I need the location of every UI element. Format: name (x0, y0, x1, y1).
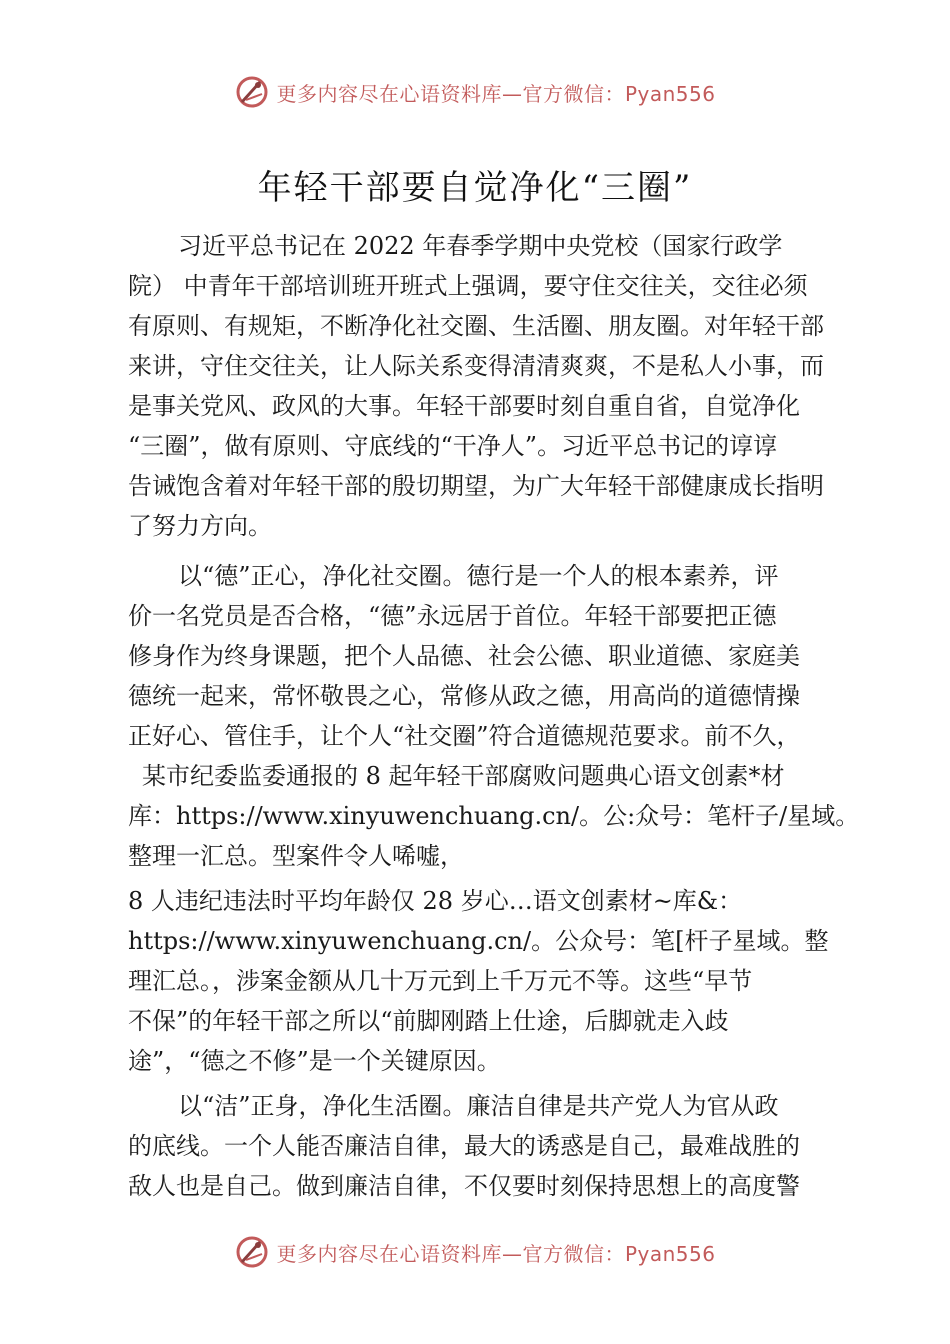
text-line: 告诫饱含着对年轻干部的殷切期望，为广大年轻干部健康成长指明 (128, 472, 824, 500)
text-line: 以“德”正心，净化社交圈。德行是一个人的根本素养，评 (178, 562, 779, 590)
footer-banner-text: 更多内容尽在心语资料库—官方微信：Pyan556 (276, 1241, 716, 1266)
brand-logo-icon (234, 1234, 270, 1270)
text-line: 理汇总。，涉案金额从几十万元到上千万元不等。这些“早节 (128, 967, 753, 995)
document-title: 年轻干部要自觉净化“三圈” (257, 168, 693, 208)
text-line: 库：https://www.xinyuwenchuang.cn/。公:众号：笔杆子/星域。 (128, 802, 860, 830)
text-line: 不保”的年轻干部之所以“前脚刚踏上仕途，后脚就走入歧 (128, 1007, 729, 1035)
header-banner-text: 更多内容尽在心语资料库—官方微信：Pyan556 (276, 81, 716, 106)
header-banner (0, 72, 950, 112)
text-line: 价一名党员是否合格，“德”永远居于首位。年轻干部要把正德 (128, 602, 777, 630)
text-line: 整理一汇总。型案件令人唏嘘， (128, 842, 464, 870)
text-line: 有原则、有规矩，不断净化社交圈、生活圈、朋友圈。对年轻干部 (128, 312, 824, 340)
text-line: 了努力方向。 (128, 512, 272, 540)
text-line: 习近平总书记在 2022 年春季学期中央党校（国家行政学 (178, 232, 783, 260)
text-line: 正好心、管住手，让个人“社交圈”符合道德规范要求。前不久， (128, 722, 801, 750)
text-line: 是事关党风、政风的大事。年轻干部要时刻自重自省，自觉净化 (128, 392, 800, 420)
text-line: 院） 中青年干部培训班开班式上强调，要守住交往关，交往必须 (128, 272, 808, 300)
text-line: 敌人也是自己。做到廉洁自律，不仅要时刻保持思想上的高度警 (128, 1172, 800, 1200)
text-line: 来讲，守住交往关，让人际关系变得清清爽爽，不是私人小事，而 (128, 352, 824, 380)
brand-logo-icon (234, 74, 270, 110)
text-line: 修身作为终身课题，把个人品德、社会公德、职业道德、家庭美 (128, 642, 800, 670)
footer-banner (0, 1232, 950, 1272)
text-line: 以“洁”正身，净化生活圈。廉洁自律是共产党人为官从政 (178, 1092, 779, 1120)
text-line: “三圈”，做有原则、守底线的“干净人”。习近平总书记的谆谆 (128, 432, 778, 460)
text-line: 的底线。一个人能否廉洁自律，最大的诱惑是自己，最难战胜的 (128, 1132, 800, 1160)
text-line: https://www.xinyuwenchuang.cn/。公众号：笔[杆子星域。整 (128, 927, 829, 955)
text-line: 某市纪委监委通报的 8 起年轻干部腐败问题典心语文创素*材 (142, 762, 785, 790)
text-line: 途”，“德之不修”是一个关键原因。 (128, 1047, 501, 1075)
text-line: 德统一起来，常怀敬畏之心，常修从政之德，用高尚的道德情操 (128, 682, 800, 710)
text-line: 8 人违纪违法时平均年龄仅 28 岁心…语文创素材~库&： (128, 887, 743, 915)
